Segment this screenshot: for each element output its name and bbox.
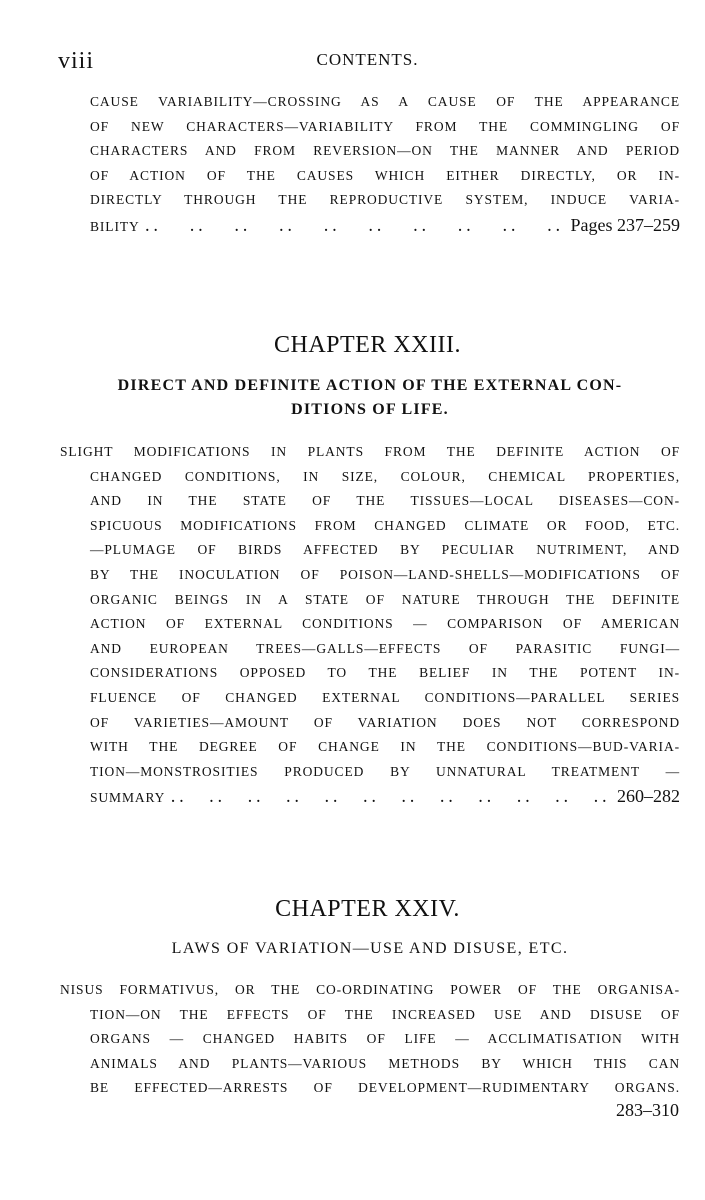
summary-line: OF NEW CHARACTERS—VARIABILITY FROM THE COMMINGLING OF bbox=[90, 118, 680, 134]
summary-line: ORGANS — CHANGED HABITS OF LIFE — ACCLIMATISATION WITH bbox=[90, 1031, 680, 1047]
summary-line: SPICUOUS MODIFICATIONS FROM CHANGED CLIMATE OR FOOD, ETC. bbox=[90, 517, 680, 533]
summary-last-word: SUMMARY bbox=[90, 790, 166, 806]
summary-last-line bbox=[60, 213, 680, 238]
running-title: CONTENTS. bbox=[316, 50, 419, 69]
summary-line: BY THE INOCULATION OF POISON—LAND-SHELLS—MODIFICATIONS OF bbox=[90, 566, 680, 582]
summary-line: TION—ON THE EFFECTS OF THE INCREASED USE AND DISUSE OF bbox=[90, 1006, 680, 1022]
summary-line: ACTION OF EXTERNAL CONDITIONS — COMPARISON OF AMERICAN bbox=[90, 616, 680, 632]
page-range: Pages 237–259 bbox=[570, 214, 680, 235]
dot-leader: .. .. .. .. .. .. .. .. .. .. bbox=[145, 218, 565, 234]
page-range: 260–282 bbox=[617, 786, 680, 807]
chapter-title-line: DITIONS OF LIFE. bbox=[291, 401, 449, 418]
chapter24-summary bbox=[60, 978, 680, 1101]
page-number: viii bbox=[58, 48, 95, 74]
chapter-title: LAWS OF VARIATION—USE AND DISUSE, ETC. bbox=[171, 940, 569, 957]
summary-line: AND IN THE STATE OF THE TISSUES—LOCAL DISEASES—CON- bbox=[90, 493, 680, 509]
summary-line: OF VARIETIES—AMOUNT OF VARIATION DOES NOT CORRESPOND bbox=[90, 714, 680, 730]
chapter-title bbox=[60, 374, 680, 422]
summary-last-word: BILITY bbox=[90, 218, 140, 234]
summary-line: DIRECTLY THROUGH THE REPRODUCTIVE SYSTEM, INDUCE VARIA- bbox=[90, 192, 680, 208]
chapter-heading: CHAPTER XXIV. bbox=[275, 896, 460, 922]
summary-last-line bbox=[60, 784, 680, 809]
summary-line: CHARACTERS AND FROM REVERSION—ON THE MANNER AND PERIOD bbox=[90, 143, 680, 159]
summary-line: WITH THE DEGREE OF CHANGE IN THE CONDITIONS—BUD-VARIA- bbox=[90, 739, 680, 755]
summary-line: CHANGED CONDITIONS, IN SIZE, COLOUR, CHEMICAL PROPERTIES, bbox=[90, 468, 680, 484]
chapter-heading: CHAPTER XXIII. bbox=[274, 332, 461, 358]
chapter23-summary bbox=[60, 440, 680, 809]
summary-line: CONSIDERATIONS OPPOSED TO THE BELIEF IN THE POTENT IN- bbox=[90, 665, 680, 681]
summary-line: FLUENCE OF CHANGED EXTERNAL CONDITIONS—PARALLEL SERIES bbox=[90, 689, 680, 705]
summary-line: BE EFFECTED—ARRESTS OF DEVELOPMENT—RUDIMENTARY ORGANS. bbox=[90, 1080, 680, 1096]
summary-line: ANIMALS AND PLANTS—VARIOUS METHODS BY WHICH THIS CAN bbox=[90, 1055, 680, 1071]
summary-line: TION—MONSTROSITIES PRODUCED BY UNNATURAL TREATMENT — bbox=[90, 763, 680, 779]
summary-line: OF ACTION OF THE CAUSES WHICH EITHER DIRECTLY, OR IN- bbox=[90, 167, 680, 183]
summary-line: AND EUROPEAN TREES—GALLS—EFFECTS OF PARASITIC FUNGI— bbox=[90, 640, 680, 656]
summary-line: SLIGHT MODIFICATIONS IN PLANTS FROM THE DEFINITE ACTION OF bbox=[60, 444, 680, 459]
dot-leader: .. .. .. .. .. .. .. .. .. .. .. .. bbox=[171, 790, 611, 806]
summary-line: CAUSE VARIABILITY—CROSSING AS A CAUSE OF THE APPEARANCE bbox=[90, 94, 680, 109]
summary-line: NISUS FORMATIVUS, OR THE CO-ORDINATING POWER OF THE ORGANISA- bbox=[60, 982, 680, 997]
summary-line: —PLUMAGE OF BIRDS AFFECTED BY PECULIAR NUTRIMENT, AND bbox=[90, 542, 680, 558]
chapter22-summary bbox=[60, 90, 680, 238]
page-range: 283–310 bbox=[616, 1100, 679, 1120]
summary-line: ORGANIC BEINGS IN A STATE OF NATURE THROUGH THE DEFINITE bbox=[90, 591, 680, 607]
chapter-title-line: DIRECT AND DEFINITE ACTION OF THE EXTERNAL CON- bbox=[117, 377, 623, 394]
